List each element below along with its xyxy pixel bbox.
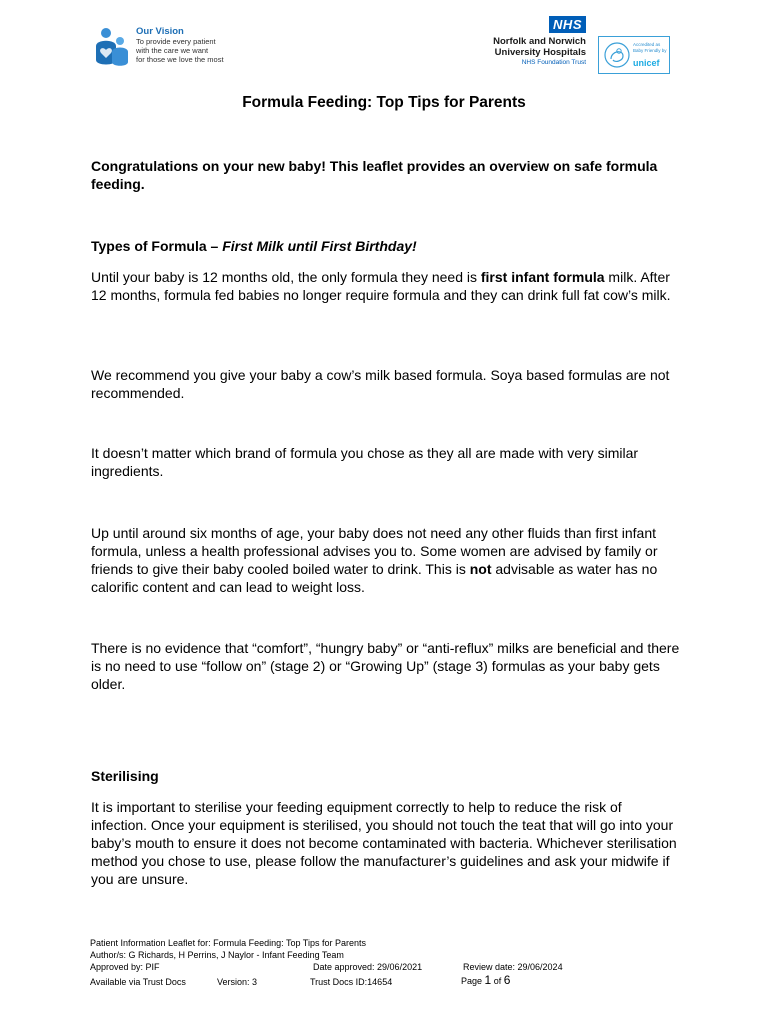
footer-date-approved: Date approved: 29/06/2021 xyxy=(313,962,423,972)
trust-name-line: University Hospitals xyxy=(494,47,586,58)
page-label: Page xyxy=(461,976,485,986)
family-heart-icon xyxy=(92,26,132,68)
section-heading-types xyxy=(91,237,681,255)
accreditation-text: Accredited as Baby Friendly by xyxy=(633,42,667,53)
footer-review-date: Review date: 29/06/2024 xyxy=(463,962,563,972)
trust-name xyxy=(486,36,586,58)
text-run: Up until around six months of age, your baby does not need any other fluids than first infant formula, unless a health professional advises you to. Some women are advised by family or friends to give their baby cooled boiled water to drink. This is xyxy=(91,525,658,577)
trust-name-line: Norfolk and Norwich xyxy=(493,36,586,47)
intro-paragraph: Congratulations on your new baby! This leaflet provides an overview on safe formula feeding. xyxy=(91,158,658,192)
footer-authors: Author/s: G Richards, H Perrins, J Naylor - Infant Feeding Team xyxy=(90,950,344,960)
heading-subtitle: First Milk until First Birthday! xyxy=(222,238,417,254)
paragraph-fluids xyxy=(91,524,681,596)
vision-line: for those we love the most xyxy=(136,55,224,64)
baby-friendly-emblem-icon xyxy=(603,41,631,69)
page-of: of xyxy=(491,976,504,986)
footer-page-number xyxy=(461,975,510,987)
vision-line: with the care we want xyxy=(136,46,209,55)
text-run: advisable as water has no calorific content and can lead to weight loss. xyxy=(91,561,658,595)
nhs-logo xyxy=(486,16,586,70)
unicef-baby-friendly-logo xyxy=(598,36,670,74)
paragraph-specialist-milks: There is no evidence that “comfort”, “hungry baby” or “anti-reflux” milks are beneficial and there is no need to use “follow on” (stage 2) or “Growing Up” (stage 3) formulas as your baby gets older. xyxy=(91,640,680,692)
section-heading-sterilising: Sterilising xyxy=(91,768,159,784)
text-run: Until your baby is 12 months old, the only formula they need is xyxy=(91,269,481,285)
footer-leaflet-title: Patient Information Leaflet for: Formula Feeding: Top Tips for Parents xyxy=(90,938,366,948)
heading-text: Types of Formula – xyxy=(91,238,223,254)
footer-approved-by: Approved by: PIF xyxy=(90,962,160,972)
our-vision-logo xyxy=(92,24,232,70)
page-total: 6 xyxy=(503,973,511,987)
paragraph-cows-milk: We recommend you give your baby a cow’s milk based formula. Soya based formulas are not recommended. xyxy=(91,367,670,401)
footer-version: Version: 3 xyxy=(217,977,258,987)
page-current: 1 xyxy=(484,973,492,987)
paragraph-sterilising: It is important to sterilise your feeding equipment correctly to help to reduce the risk of infection. Once your equipment is sterilised, you should not touch the teat that will go into your baby’s mouth to ensure it does not become contaminated with bacteria. Whichever sterilisation method you chose to use, please follow the manufacturer’s guidelines and ask your midwife if you are unsure. xyxy=(91,799,677,887)
text-run: milk. After 12 months, formula fed babies no longer require formula and they can drink full fat cow’s milk. xyxy=(91,269,671,303)
vision-line: To provide every patient xyxy=(136,37,216,46)
emphasis-text: first infant formula xyxy=(480,269,605,285)
vision-title: Our Vision xyxy=(136,26,184,37)
unicef-wordmark: unicef xyxy=(633,58,660,68)
emphasis-text: not xyxy=(469,561,492,577)
paragraph-brand: It doesn’t matter which brand of formula you chose as they all are made with very similar ingredients. xyxy=(91,445,639,479)
foundation-trust-label: NHS Foundation Trust xyxy=(521,59,586,66)
page-title: Formula Feeding: Top Tips for Parents xyxy=(242,94,526,111)
footer-available: Available via Trust Docs xyxy=(90,977,186,987)
footer-trust-docs-id: Trust Docs ID:14654 xyxy=(310,977,393,987)
nhs-badge: NHS xyxy=(549,16,586,33)
paragraph-first-infant-formula xyxy=(91,268,681,304)
